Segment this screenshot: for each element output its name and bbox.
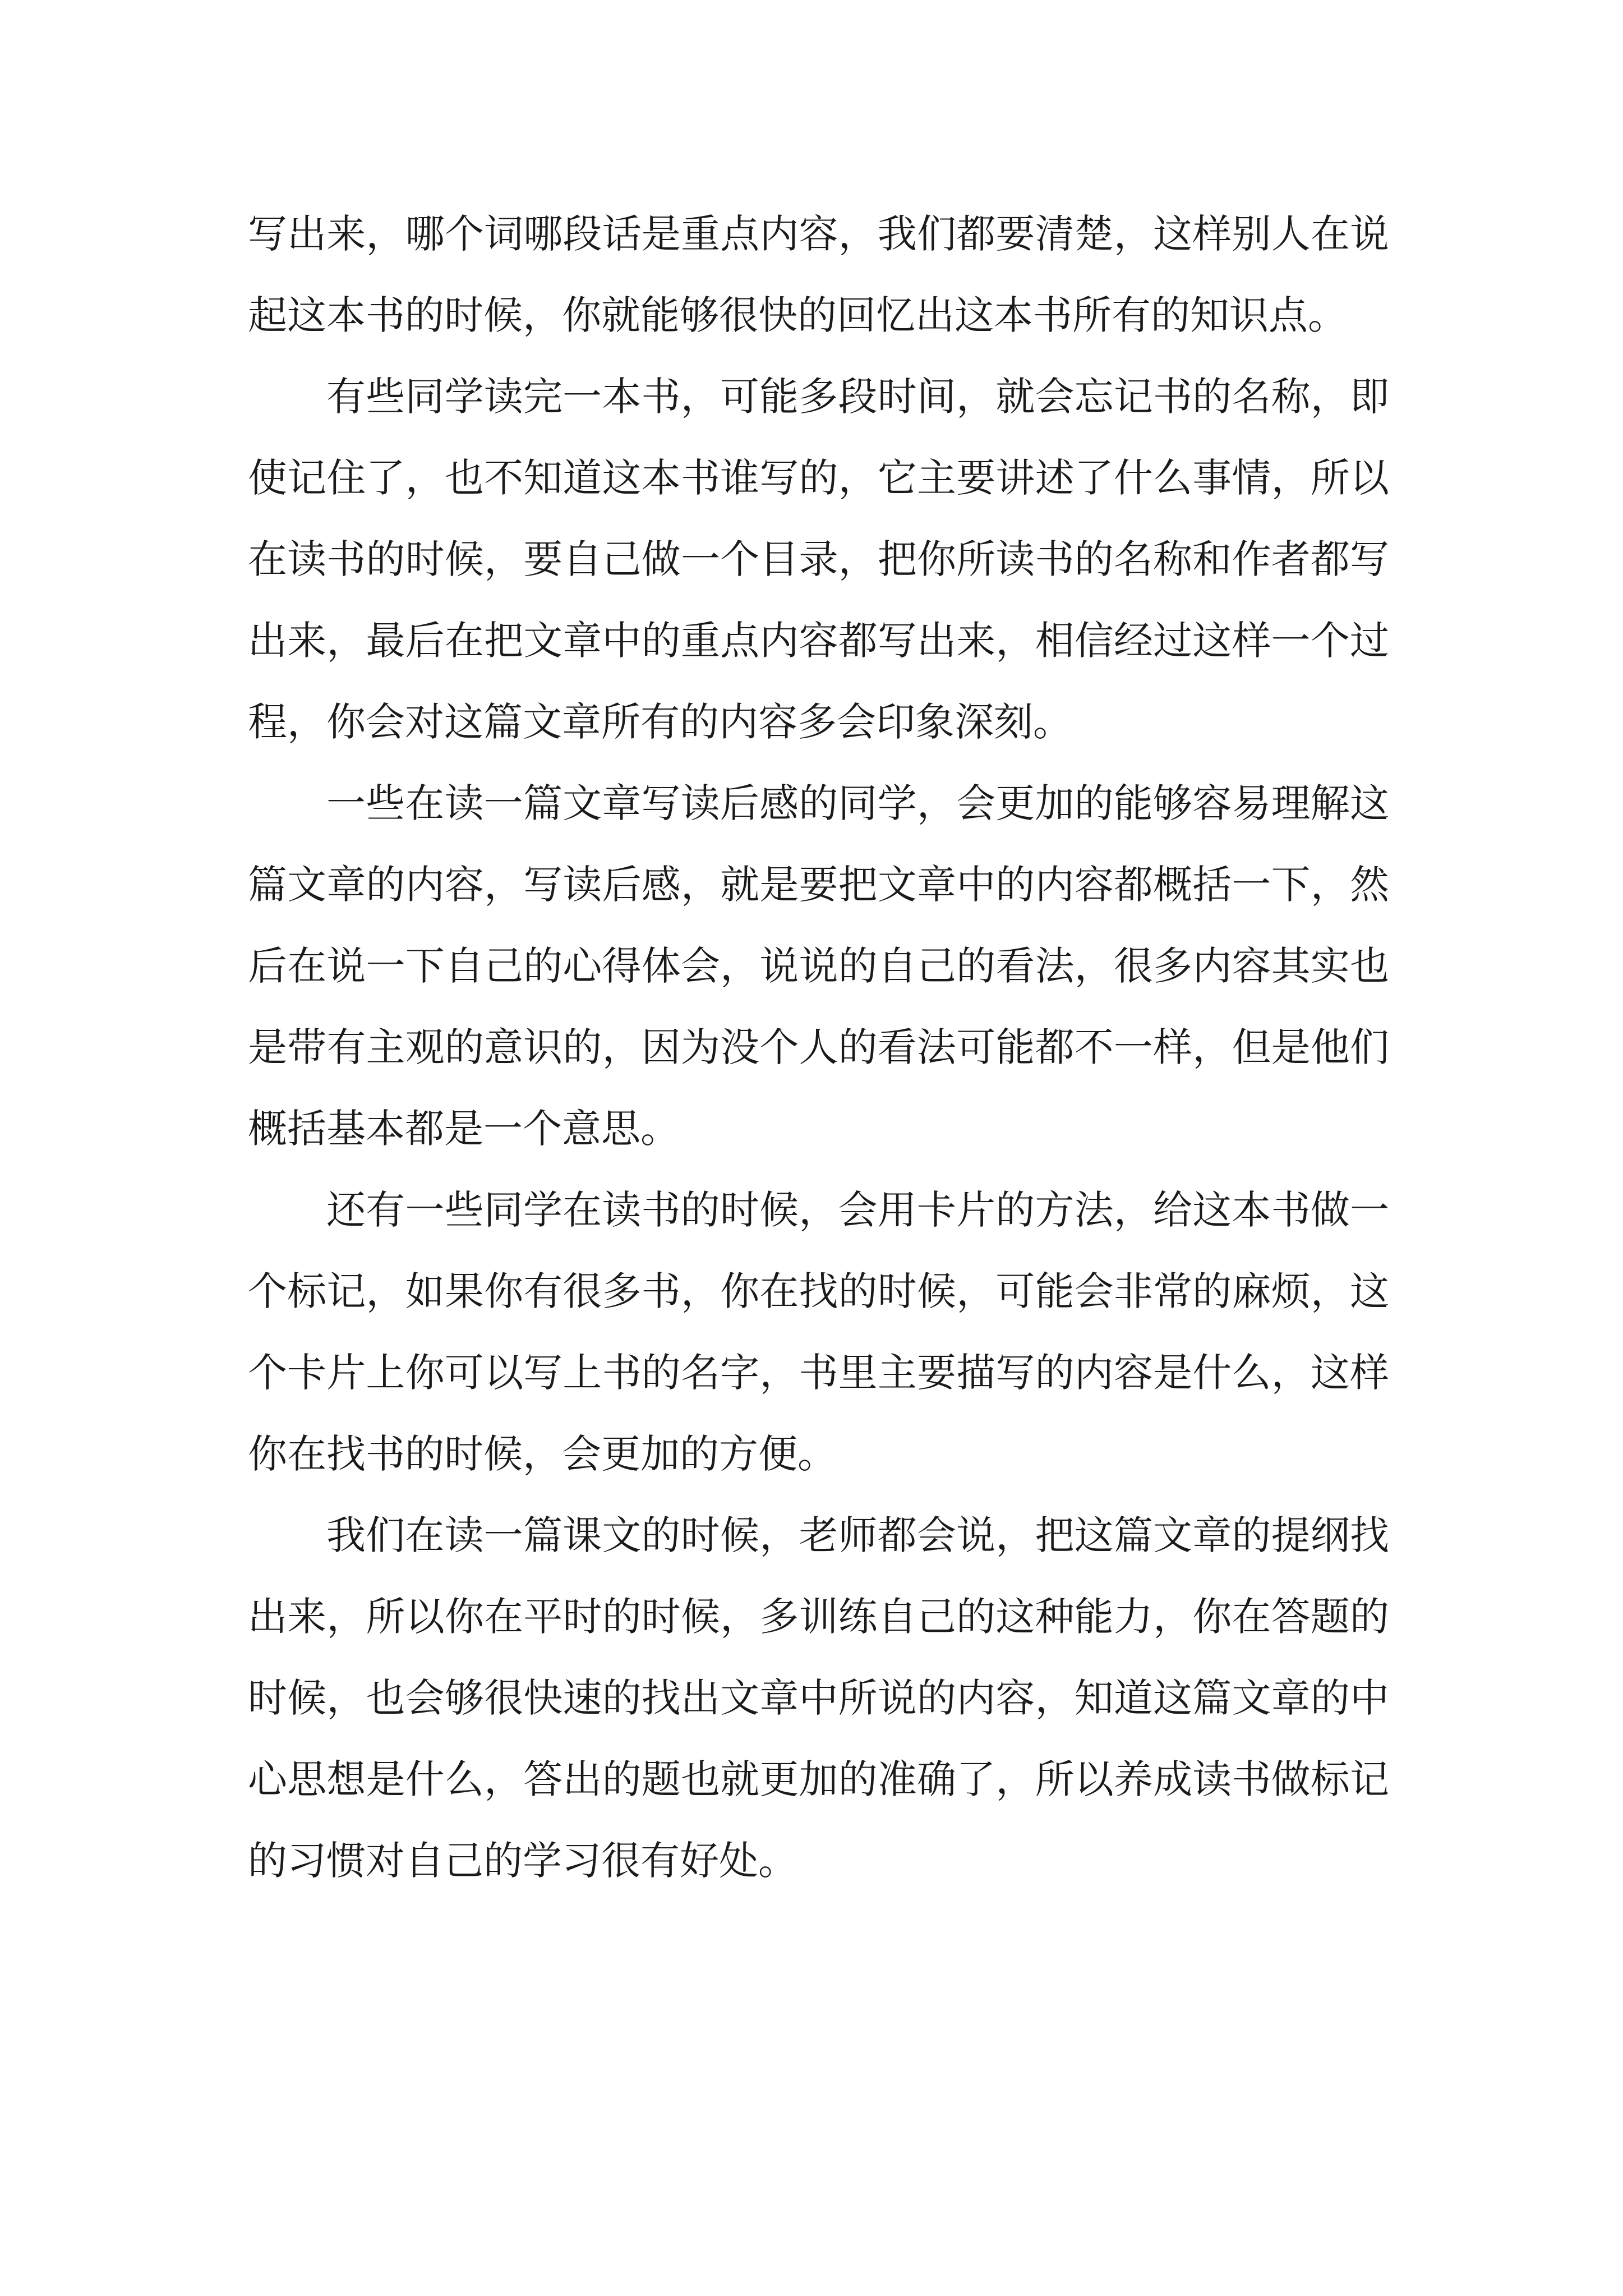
paragraph-2: 有些同学读完一本书，可能多段时间，就会忘记书的名称，即使记住了，也不知道这本书谁写的，它主要讲述了什么事情，所以在读书的时候，要自己做一个目录，把你所读书的名称和作者都写出来，最后在把文章中的重点内容都写出来，相信经过这样一个过程，你会对这篇文章所有的内容多会印象深刻。: [248, 374, 1389, 745]
body-text: [248, 194, 1389, 1902]
paragraph-3: 一些在读一篇文章写读后感的同学，会更加的能够容易理解这篇文章的内容，写读后感，就是要把文章中的内容都概括一下，然后在说一下自己的心得体会，说说的自己的看法，很多内容其实也是带有主观的意识的，因为没个人的看法可能都不一样，但是他们概括基本都是一个意思。: [248, 780, 1389, 1152]
paragraph-4: 还有一些同学在读书的时候，会用卡片的方法，给这本书做一个标记，如果你有很多书，你在找的时候，可能会非常的麻烦，这个卡片上你可以写上书的名字，书里主要描写的内容是什么，这样你在找书的时候，会更加的方便。: [248, 1187, 1389, 1477]
paragraph-5: 我们在读一篇课文的时候，老师都会说，把这篇文章的提纲找出来，所以你在平时的时候，多训练自己的这种能力，你在答题的时候，也会够很快速的找出文章中所说的内容，知道这篇文章的中心思想是什么，答出的题也就更加的准确了，所以养成读书做标记的习惯对自己的学习很有好处。: [248, 1512, 1389, 1884]
paragraph-1: 写出来，哪个词哪段话是重点内容，我们都要清楚，这样别人在说起这本书的时候，你就能够很快的回忆出这本书所有的知识点。: [248, 211, 1389, 338]
